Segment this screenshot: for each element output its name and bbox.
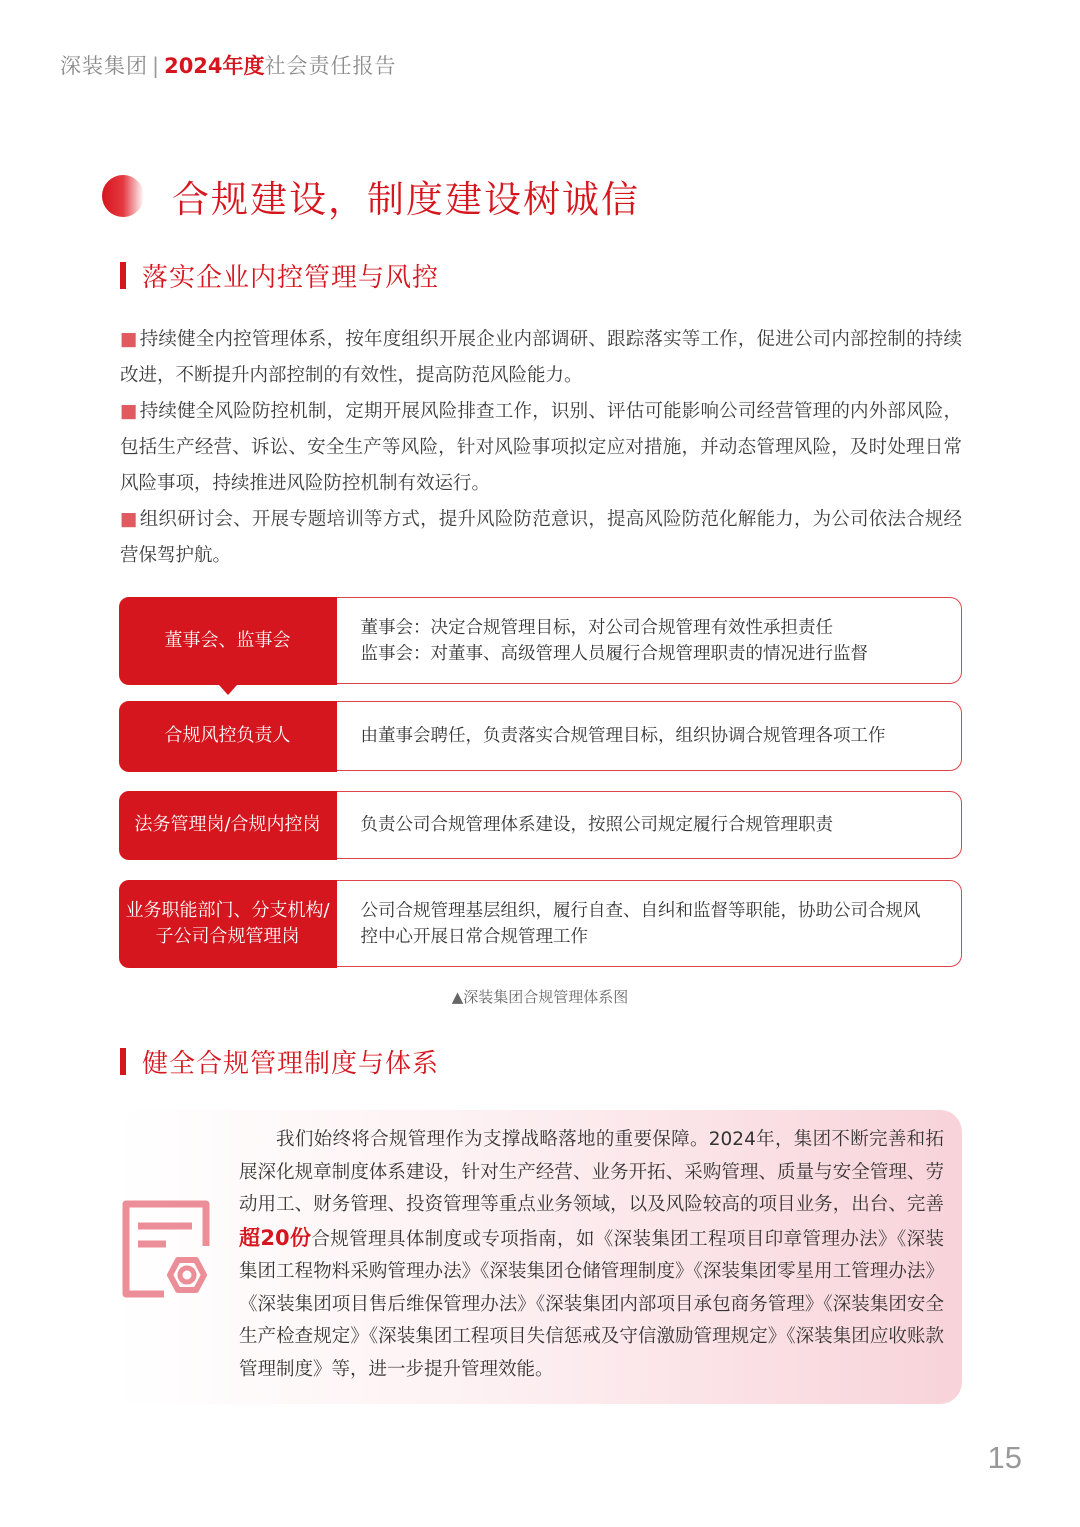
report-header [60,50,397,80]
bullet-text: 组织研讨会、开展专题培训等方式，提升风险防范意识，提高风险防范化解能力，为公司依法合规经营保驾护航。 [120,509,962,566]
header-year: 2024年度 [164,54,265,78]
section-bar-icon [120,1048,126,1075]
section-title: 健全合规管理制度与体系 [142,1048,440,1079]
diagram-description [337,881,921,966]
desc-line: 董事会：决定合规管理目标，对公司合规管理有效性承担责任 [360,617,833,638]
section-title: 落实企业内控管理与风控 [142,262,440,293]
diagram-description [337,598,869,683]
compliance-system-box [118,1110,962,1404]
diagram-row-board [119,597,962,684]
chapter-heading [102,168,640,224]
diagram-row-legal-post [119,791,962,859]
highlight-count: 超20份 [239,1225,312,1250]
bullet-text: 持续健全风险防控机制，定期开展风险排查工作，识别、评估可能影响公司经营管理的内外部风险，包括生产经营、诉讼、安全生产等风险，针对风险事项拟定应对措施，并动态管理风险，及时处理日常风险事项，持续推进风险防控机制有效运行。 [120,401,962,494]
paragraph-text: 合规管理具体制度或专项指南，如《深装集团工程项目印章管理办法》《深装集团工程物料采购管理办法》《深装集团仓储管理制度》《深装集团零星用工管理办法》《深装集团项目售后维保管理办法》《深装集团内部项目承包商务管理》《深装集团安全生产检查规定》《深装集团工程项目失信惩戒及守信激励管理规定》《深装集团应收账款管理制度》等，进一步提升管理效能。 [239,1228,944,1380]
bullet-square-icon: ■ [120,329,138,350]
diagram-description [337,792,834,858]
role-line: 法务管理岗/合规内控岗 [134,814,321,835]
diagram-description [337,702,886,770]
role-line: 子公司合规管理岗 [155,925,300,947]
bullet-text: 持续健全内控管理体系，按年度组织开展企业内部调研、跟踪落实等工作，促进公司内部控制的持续改进，不断提升内部控制的有效性，提高防范风险能力。 [120,329,962,386]
page-number: 15 [987,1440,1022,1475]
bullet-list [120,322,962,574]
diagram-role [119,880,337,968]
desc-line: 控中心开展日常合规管理工作 [360,926,588,947]
desc-line: 负责公司合规管理体系建设，按照公司规定履行合规管理职责 [360,815,833,835]
header-org: 深装集团 [60,54,148,78]
diagram-row-risk-officer [119,701,962,771]
section-heading-compliance-system [120,1044,439,1078]
chapter-title: 合规建设，制度建设树诚信 [172,178,640,221]
role-line: 业务职能部门、分支机构/ [125,899,330,921]
diagram-role [119,701,337,772]
diagram-role [119,791,337,860]
document-gear-icon [118,1198,218,1308]
diagram-role [119,597,337,685]
bullet-item [120,322,962,394]
desc-line: 公司合规管理基层组织，履行自查、自纠和监督等职能，协助公司合规风 [360,900,921,921]
role-line: 董事会、监事会 [164,629,291,651]
section-heading-internal-control [120,258,439,292]
header-separator: | [152,54,161,78]
diagram-caption: ▲深装集团合规管理体系图 [451,988,629,1006]
bullet-square-icon: ■ [120,509,138,530]
desc-line: 监事会：对董事、高级管理人员履行合规管理职责的情况进行监督 [360,643,868,664]
desc-line: 由董事会聘任，负责落实合规管理目标，组织协调合规管理各项工作 [360,726,886,746]
chapter-dot-icon [102,175,144,217]
bullet-item [120,502,962,574]
diagram-row-business-units [119,880,962,967]
section-bar-icon [120,262,126,289]
bullet-item [120,394,962,502]
bullet-square-icon: ■ [120,401,138,422]
header-report: 社会责任报告 [264,54,397,78]
compliance-paragraph [239,1124,944,1386]
paragraph-text: 我们始终将合规管理作为支撑战略落地的重要保障。2024年，集团不断完善和拓展深化规章制度体系建设，针对生产经营、业务开拓、采购管理、质量与安全管理、劳动用工、财务管理、投资管理等重点业务领域，以及风险较高的项目业务，出台、完善 [239,1129,944,1215]
role-line: 合规风控负责人 [164,725,291,746]
